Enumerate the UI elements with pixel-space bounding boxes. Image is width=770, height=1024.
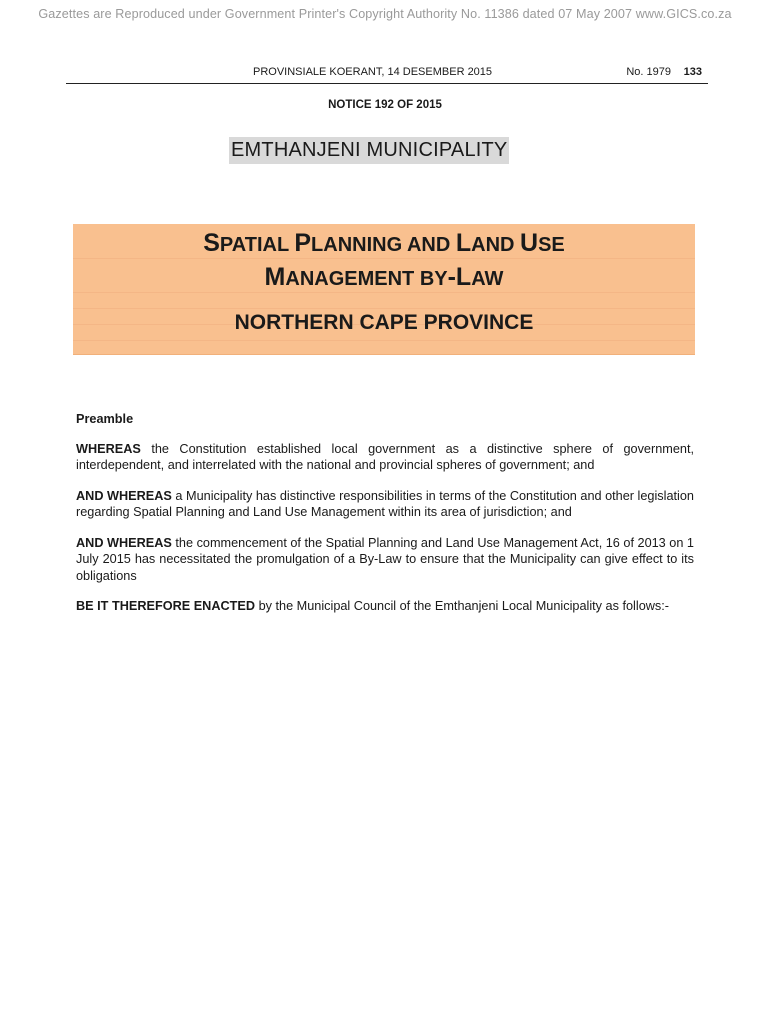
preamble-paragraph <box>76 598 694 614</box>
notice-number: NOTICE 192 OF 2015 <box>328 99 442 111</box>
paragraph-lead: AND WHEREAS <box>76 489 172 503</box>
banner-band <box>73 340 695 341</box>
preamble-paragraph <box>76 535 694 584</box>
paragraph-lead: AND WHEREAS <box>76 536 172 550</box>
running-header <box>66 66 706 80</box>
preamble-paragraph <box>76 488 694 521</box>
province-name: NORTHERN CAPE PROVINCE <box>234 311 534 334</box>
gazette-title: PROVINSIALE KOERANT, 14 DESEMBER 2015 <box>253 66 493 78</box>
preamble-paragraph <box>76 441 694 474</box>
paragraph-text: the commencement of the Spatial Planning and Land Use Management Act, 16 of 2013 on 1 July 2015 has necessitated the promulgation of a By-Law to ensure that the Municipality can give effect to its obligations <box>76 536 694 583</box>
issue-number: No. 1979 <box>626 66 671 78</box>
banner-band <box>73 292 695 293</box>
copyright-watermark: Gazettes are Reproduced under Government Printer's Copyright Authority No. 11386 dated 07 May 2007 www.GICS.co.za <box>38 7 732 21</box>
paragraph-text: by the Municipal Council of the Emthanjeni Local Municipality as follows:- <box>255 599 670 613</box>
bylaw-title-line-2: MANAGEMENT BY-LAW <box>264 263 504 291</box>
banner-band <box>73 258 695 259</box>
paragraph-text: a Municipality has distinctive responsibilities in terms of the Constitution and other legislation regarding Spatial Planning and Land Use Management within its area of jurisdiction; and <box>76 489 694 520</box>
paragraph-lead: WHEREAS <box>76 442 141 456</box>
bylaw-title-line-1: SPATIAL PLANNING AND LAND USE <box>203 229 565 257</box>
header-rule <box>66 83 708 84</box>
preamble-heading: Preamble <box>76 412 134 426</box>
municipality-name: EMTHANJENI MUNICIPALITY <box>229 137 509 164</box>
title-banner <box>73 224 695 355</box>
banner-band <box>73 308 695 309</box>
paragraph-text: the Constitution established local government as a distinctive sphere of government, interdependent, and interrelated with the national and provincial spheres of government; and <box>76 442 694 473</box>
paragraph-lead: BE IT THEREFORE ENACTED <box>76 599 256 613</box>
page-number: 133 <box>683 66 702 78</box>
